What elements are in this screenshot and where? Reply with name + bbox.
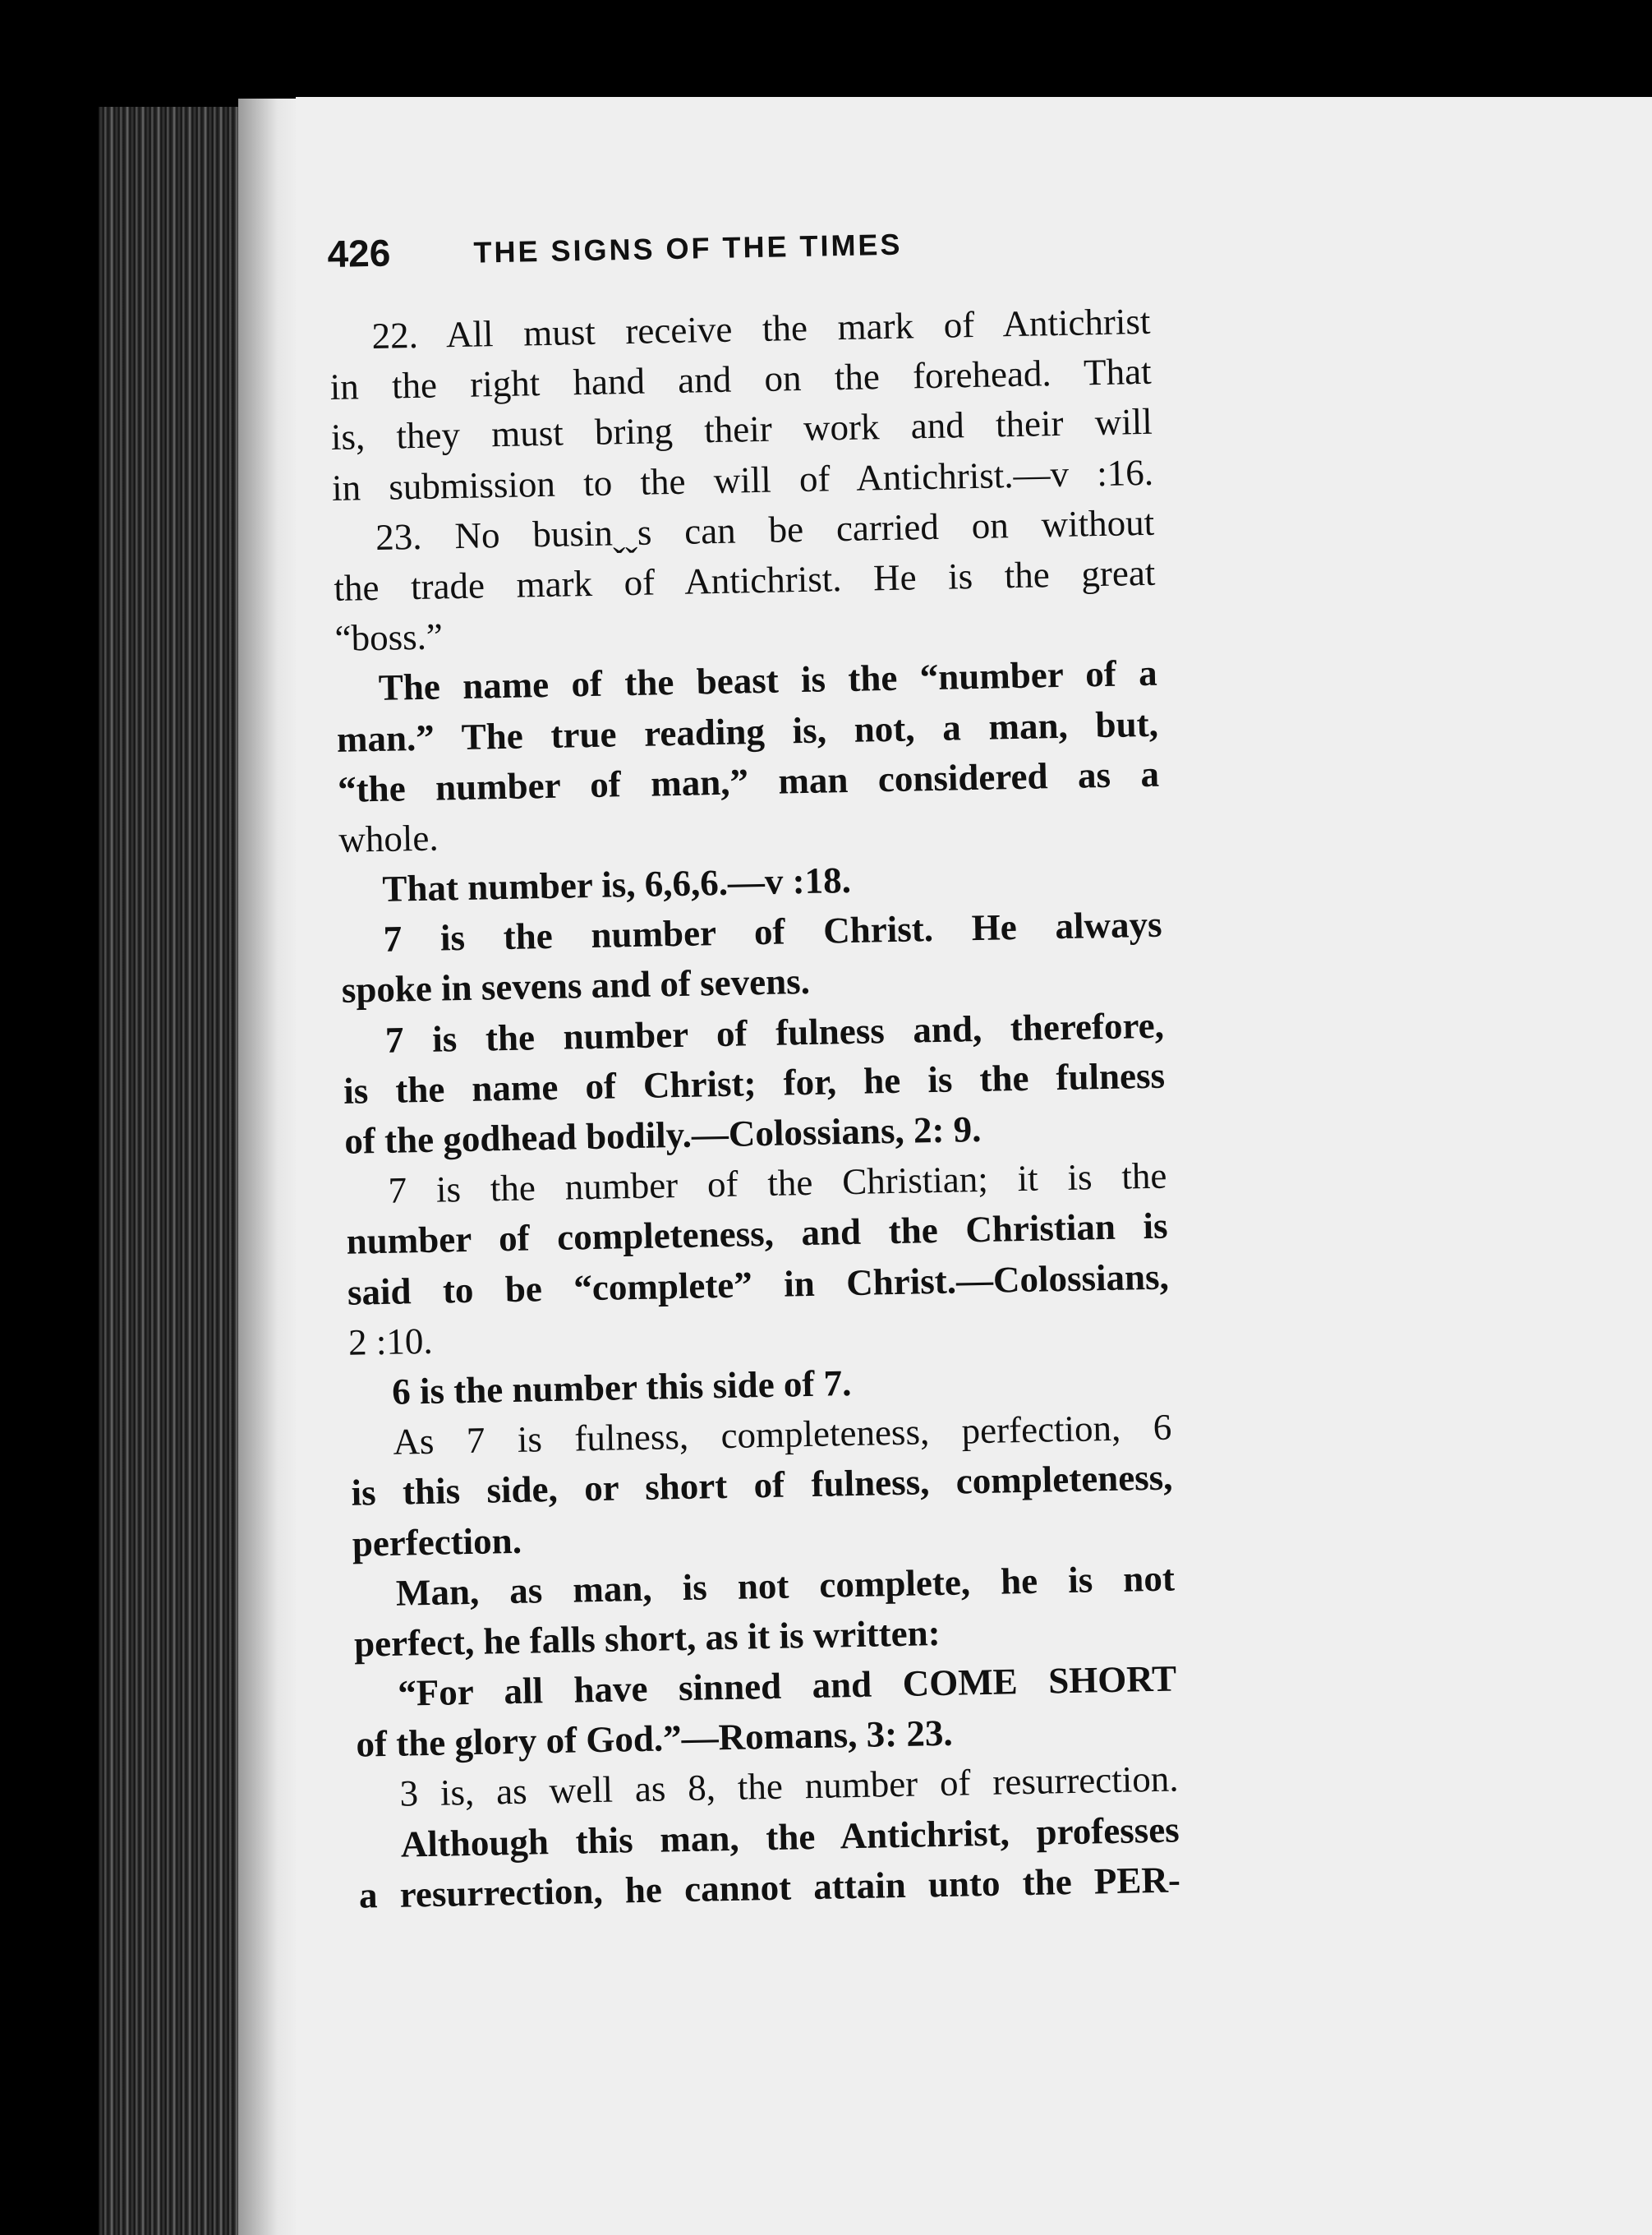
text-line: “the number of man,” man considered as a [337, 753, 1160, 810]
text-line: “For all have sinned and COME SHORT [397, 1657, 1177, 1714]
text-line: Although this man, the Antichrist, professes [400, 1809, 1180, 1865]
text-line: a resurrection, he cannot attain unto the PER- [358, 1859, 1181, 1916]
text-line: of the glory of God.”—Romans, 3: 23. [355, 1712, 954, 1765]
text-line: is the name of Christ; for, he is the fulness [343, 1054, 1166, 1112]
running-head: THE SIGNS OF THE TIMES [473, 227, 903, 270]
text-line: The name of the beast is the “number of a [378, 652, 1158, 709]
text-line: the trade mark of Antichrist. He is the great [333, 551, 1156, 609]
text-line: perfection. [352, 1519, 522, 1564]
text-line: That number is, 6,6,6.—v :18. [382, 859, 852, 910]
text-line: 7 is the number of the Christian; it is the [388, 1154, 1167, 1211]
text-line: As 7 is fulness, completeness, perfection, 6 [392, 1406, 1172, 1463]
text-line: perfect, he falls short, as it is written: [353, 1611, 941, 1665]
text-line: in submission to the will of Antichrist.—v :16. [331, 451, 1154, 509]
page-number: 426 [327, 231, 391, 275]
text-line: in the right hand and on the forehead. That [329, 350, 1153, 408]
body-text [329, 297, 1180, 1921]
page-gutter [238, 99, 304, 2235]
text-line: 7 is the number of Christ. He always [383, 903, 1162, 961]
text-line: is, they must bring their work and their will [330, 401, 1153, 459]
text-line: 6 is the number this side of 7. [391, 1362, 852, 1412]
text-line: is this side, or short of fulness, completeness, [351, 1456, 1173, 1514]
text-line: man.” The true reading is, not, a man, but, [336, 703, 1159, 760]
text-line: said to be “complete” in Christ.—Colossians, [347, 1256, 1170, 1313]
text-line: number of completeness, and the Christian is [346, 1205, 1169, 1263]
text-line: of the godhead bodily.—Colossians, 2: 9. [343, 1108, 982, 1162]
text-line: 3 is, as well as 8, the number of resurrection. [399, 1758, 1179, 1815]
text-line: Man, as man, is not complete, he is not [395, 1557, 1176, 1614]
text-line: spoke in sevens and of sevens. [341, 961, 811, 1012]
text-line: 23. No businˬˬs can be carried on without [375, 501, 1155, 558]
text-line: 22. All must receive the mark of Antichrist [371, 300, 1151, 357]
text-line: 2 :10. [347, 1320, 434, 1363]
text-line: whole. [338, 817, 439, 860]
text-line: “boss.” [334, 615, 444, 660]
text-line: 7 is the number of fulness and, therefore, [384, 1004, 1165, 1061]
